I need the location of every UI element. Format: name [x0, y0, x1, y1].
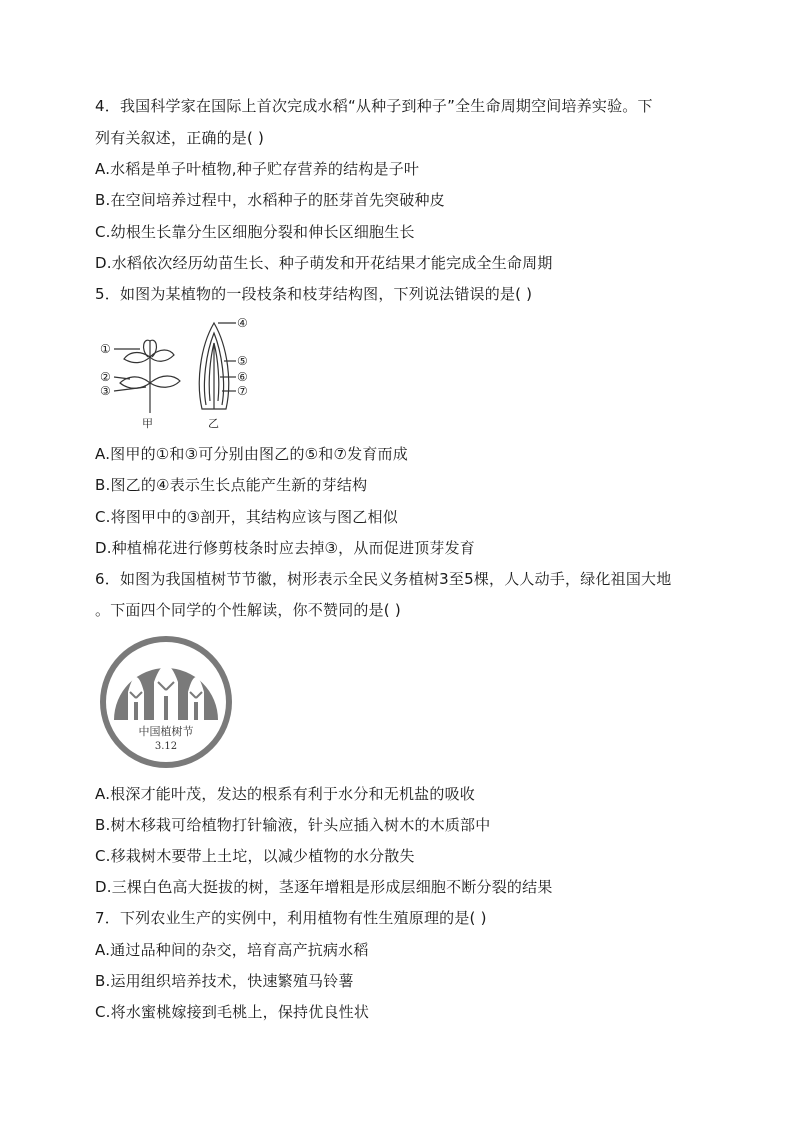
q4-option-c: C.幼根生长靠分生区细胞分裂和伸长区细胞生长 [95, 223, 415, 241]
marker-1: ① [100, 342, 111, 356]
q7-option-b: B.运用组织培养技术，快速繁殖马铃薯 [95, 972, 354, 990]
q4-stem-line2: 列有关叙述，正确的是( ) [95, 129, 265, 147]
marker-3: ③ [100, 384, 111, 398]
label-jia: 甲 [142, 417, 153, 430]
q5-option-d: D.种植棉花进行修剪枝条时应去掉③，从而促进顶芽发育 [95, 539, 475, 557]
q7-stem: 7．下列农业生产的实例中，利用植物有性生殖原理的是( ) [95, 909, 487, 927]
q6-stem-line1: 6．如图为我国植树节节徽，树形表示全民义务植树3至5棵，人人动手，绿化祖国大地 [95, 570, 672, 588]
q6-option-c: C.移栽树木要带上土坨，以减少植物的水分散失 [95, 847, 415, 865]
q5-option-b: B.图乙的④表示生长点能产生新的芽结构 [95, 476, 368, 494]
q6-option-b: B.树木移栽可给植物打针输液，针头应插入树木的木质部中 [95, 816, 491, 834]
q4-option-b: B.在空间培养过程中，水稻种子的胚芽首先突破种皮 [95, 191, 445, 209]
marker-2: ② [100, 370, 111, 384]
q6-arbor-day-emblem [96, 632, 236, 772]
emblem-title: 中国植树节 [138, 725, 194, 738]
q5-option-c: C.将图甲中的③剖开，其结构应该与图乙相似 [95, 508, 398, 526]
q5-figure-plant-diagram [100, 313, 265, 433]
q5-option-a: A.图甲的①和③可分别由图乙的⑤和⑦发育而成 [95, 445, 408, 463]
q4-option-a: A.水稻是单子叶植物,种子贮存营养的结构是子叶 [95, 160, 420, 178]
label-yi: 乙 [208, 417, 219, 430]
q4-option-d: D.水稻依次经历幼苗生长、种子萌发和开花结果才能完成全生命周期 [95, 254, 553, 272]
marker-5: ⑤ [237, 354, 248, 368]
marker-6: ⑥ [237, 370, 248, 384]
q7-option-c: C.将水蜜桃嫁接到毛桃上，保持优良性状 [95, 1003, 370, 1021]
emblem-date: 3.12 [154, 741, 178, 752]
q6-option-a: A.根深才能叶茂，发达的根系有利于水分和无机盐的吸收 [95, 785, 475, 803]
q4-stem-line1: 4．我国科学家在国际上首次完成水稻“从种子到种子”全生命周期空间培养实验。下 [95, 97, 653, 115]
marker-4: ④ [237, 316, 248, 330]
q5-stem: 5．如图为某植物的一段枝条和枝芽结构图，下列说法错误的是( ) [95, 285, 533, 303]
q6-option-d: D.三棵白色高大挺拔的树，茎逐年增粗是形成层细胞不断分裂的结果 [95, 878, 553, 896]
marker-7: ⑦ [237, 384, 248, 398]
q7-option-a: A.通过品种间的杂交，培育高产抗病水稻 [95, 941, 369, 959]
q6-stem-line2: 。下面四个同学的个性解读，你不赞同的是( ) [95, 601, 401, 619]
